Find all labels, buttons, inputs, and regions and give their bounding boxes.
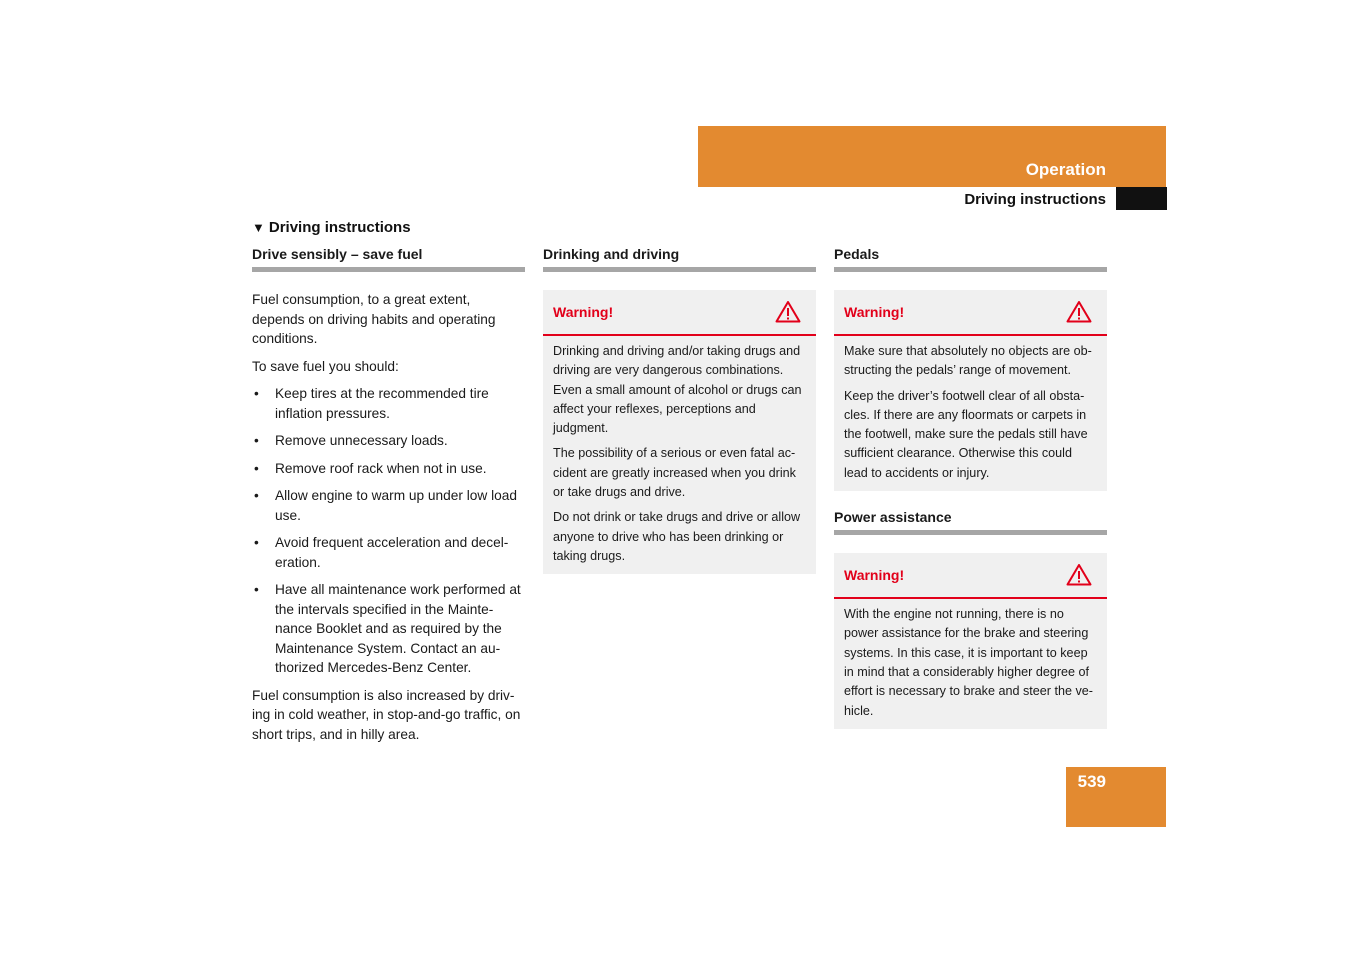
list-item: • Allow engine to warm up under low load use. xyxy=(252,486,525,525)
page-title xyxy=(252,219,411,236)
warning-triangle-icon xyxy=(1066,300,1092,323)
list-item: • Remove unnecessary loads. xyxy=(252,431,525,451)
page-number: 539 xyxy=(1077,772,1106,791)
warning-header xyxy=(834,290,1107,336)
warning-body xyxy=(834,336,1107,491)
fuel-tips-list xyxy=(252,384,525,678)
warning-triangle-icon xyxy=(1066,563,1092,586)
header-bar xyxy=(698,126,1166,187)
triangle-down-icon: ▼ xyxy=(252,220,265,235)
page-title-text: Driving instructions xyxy=(268,219,411,236)
warning-paragraph: Make sure that absolutely no objects are obstructing the pedals’ range of movement. xyxy=(844,344,1092,378)
list-item: • Have all maintenance work performed at the intervals specified in the Maintenance Booklet and as required by the Maintenance System. Contact an authorized Mercedes-Benz Center. xyxy=(252,580,525,678)
warning-header xyxy=(834,553,1107,599)
header-section-title: Operation xyxy=(1025,160,1106,179)
list-item: • Keep tires at the recommended tire inflation pressures. xyxy=(252,384,525,423)
page-number-box xyxy=(1066,767,1166,827)
warning-box-power-assistance xyxy=(834,553,1107,729)
section-heading-power-assistance: Power assistance xyxy=(834,509,1107,535)
section-heading-drinking: Drinking and driving xyxy=(543,246,816,272)
warning-triangle-icon xyxy=(775,300,801,323)
warning-paragraph: With the engine not running, there is no power assistance for the brake and steering systems. In this case, it is important to keep in mind that a considerably higher degree of effort is necessary to brake and steer the vehicle. xyxy=(844,607,1093,718)
warning-paragraph: Keep the driver’s footwell clear of all obstacles. If there are any floormats or carpets in the footwell, make sure the pedals still have sufficient clearance. Otherwise this could lead to accidents or injury. xyxy=(844,388,1088,480)
warning-title: Warning! xyxy=(844,304,905,320)
fuel-outro: Fuel consumption is also increased by driving in cold weather, in stop-and-go traffic, on short trips, and in hilly area. xyxy=(252,687,521,742)
fuel-lead: To save fuel you should: xyxy=(252,358,399,374)
fuel-intro: Fuel consumption, to a great extent, depends on driving habits and operating conditions. xyxy=(252,292,496,346)
warning-paragraph: Do not drink or take drugs and drive or allow anyone to drive who has been drinking or taking drugs. xyxy=(553,510,801,563)
section-heading-pedals: Pedals xyxy=(834,246,1107,272)
warning-header xyxy=(543,290,816,336)
warning-body xyxy=(543,336,816,574)
list-item: • Avoid frequent acceleration and deceleration. xyxy=(252,533,525,572)
column-left xyxy=(252,246,525,752)
warning-paragraph: The possibility of a serious or even fatal accident are greatly increased when you drink or take drugs and drive. xyxy=(553,446,796,500)
warning-paragraph: Drinking and driving and/or taking drugs and driving are very dangerous combinations. Even a small amount of alcohol or drugs can affect your reflexes, perceptions and judgment. xyxy=(553,344,802,436)
column-middle xyxy=(543,246,816,592)
warning-box-drinking xyxy=(543,290,816,574)
warning-body xyxy=(834,599,1107,729)
header-subsection-title: Driving instructions xyxy=(964,191,1106,208)
warning-title: Warning! xyxy=(844,567,905,584)
warning-title: Warning! xyxy=(553,304,614,320)
column-right xyxy=(834,246,1107,747)
header-tab-marker xyxy=(1116,187,1167,210)
section-heading-fuel: Drive sensibly – save fuel xyxy=(252,246,525,272)
warning-box-pedals xyxy=(834,290,1107,491)
list-item: • Remove roof rack when not in use. xyxy=(252,459,525,479)
